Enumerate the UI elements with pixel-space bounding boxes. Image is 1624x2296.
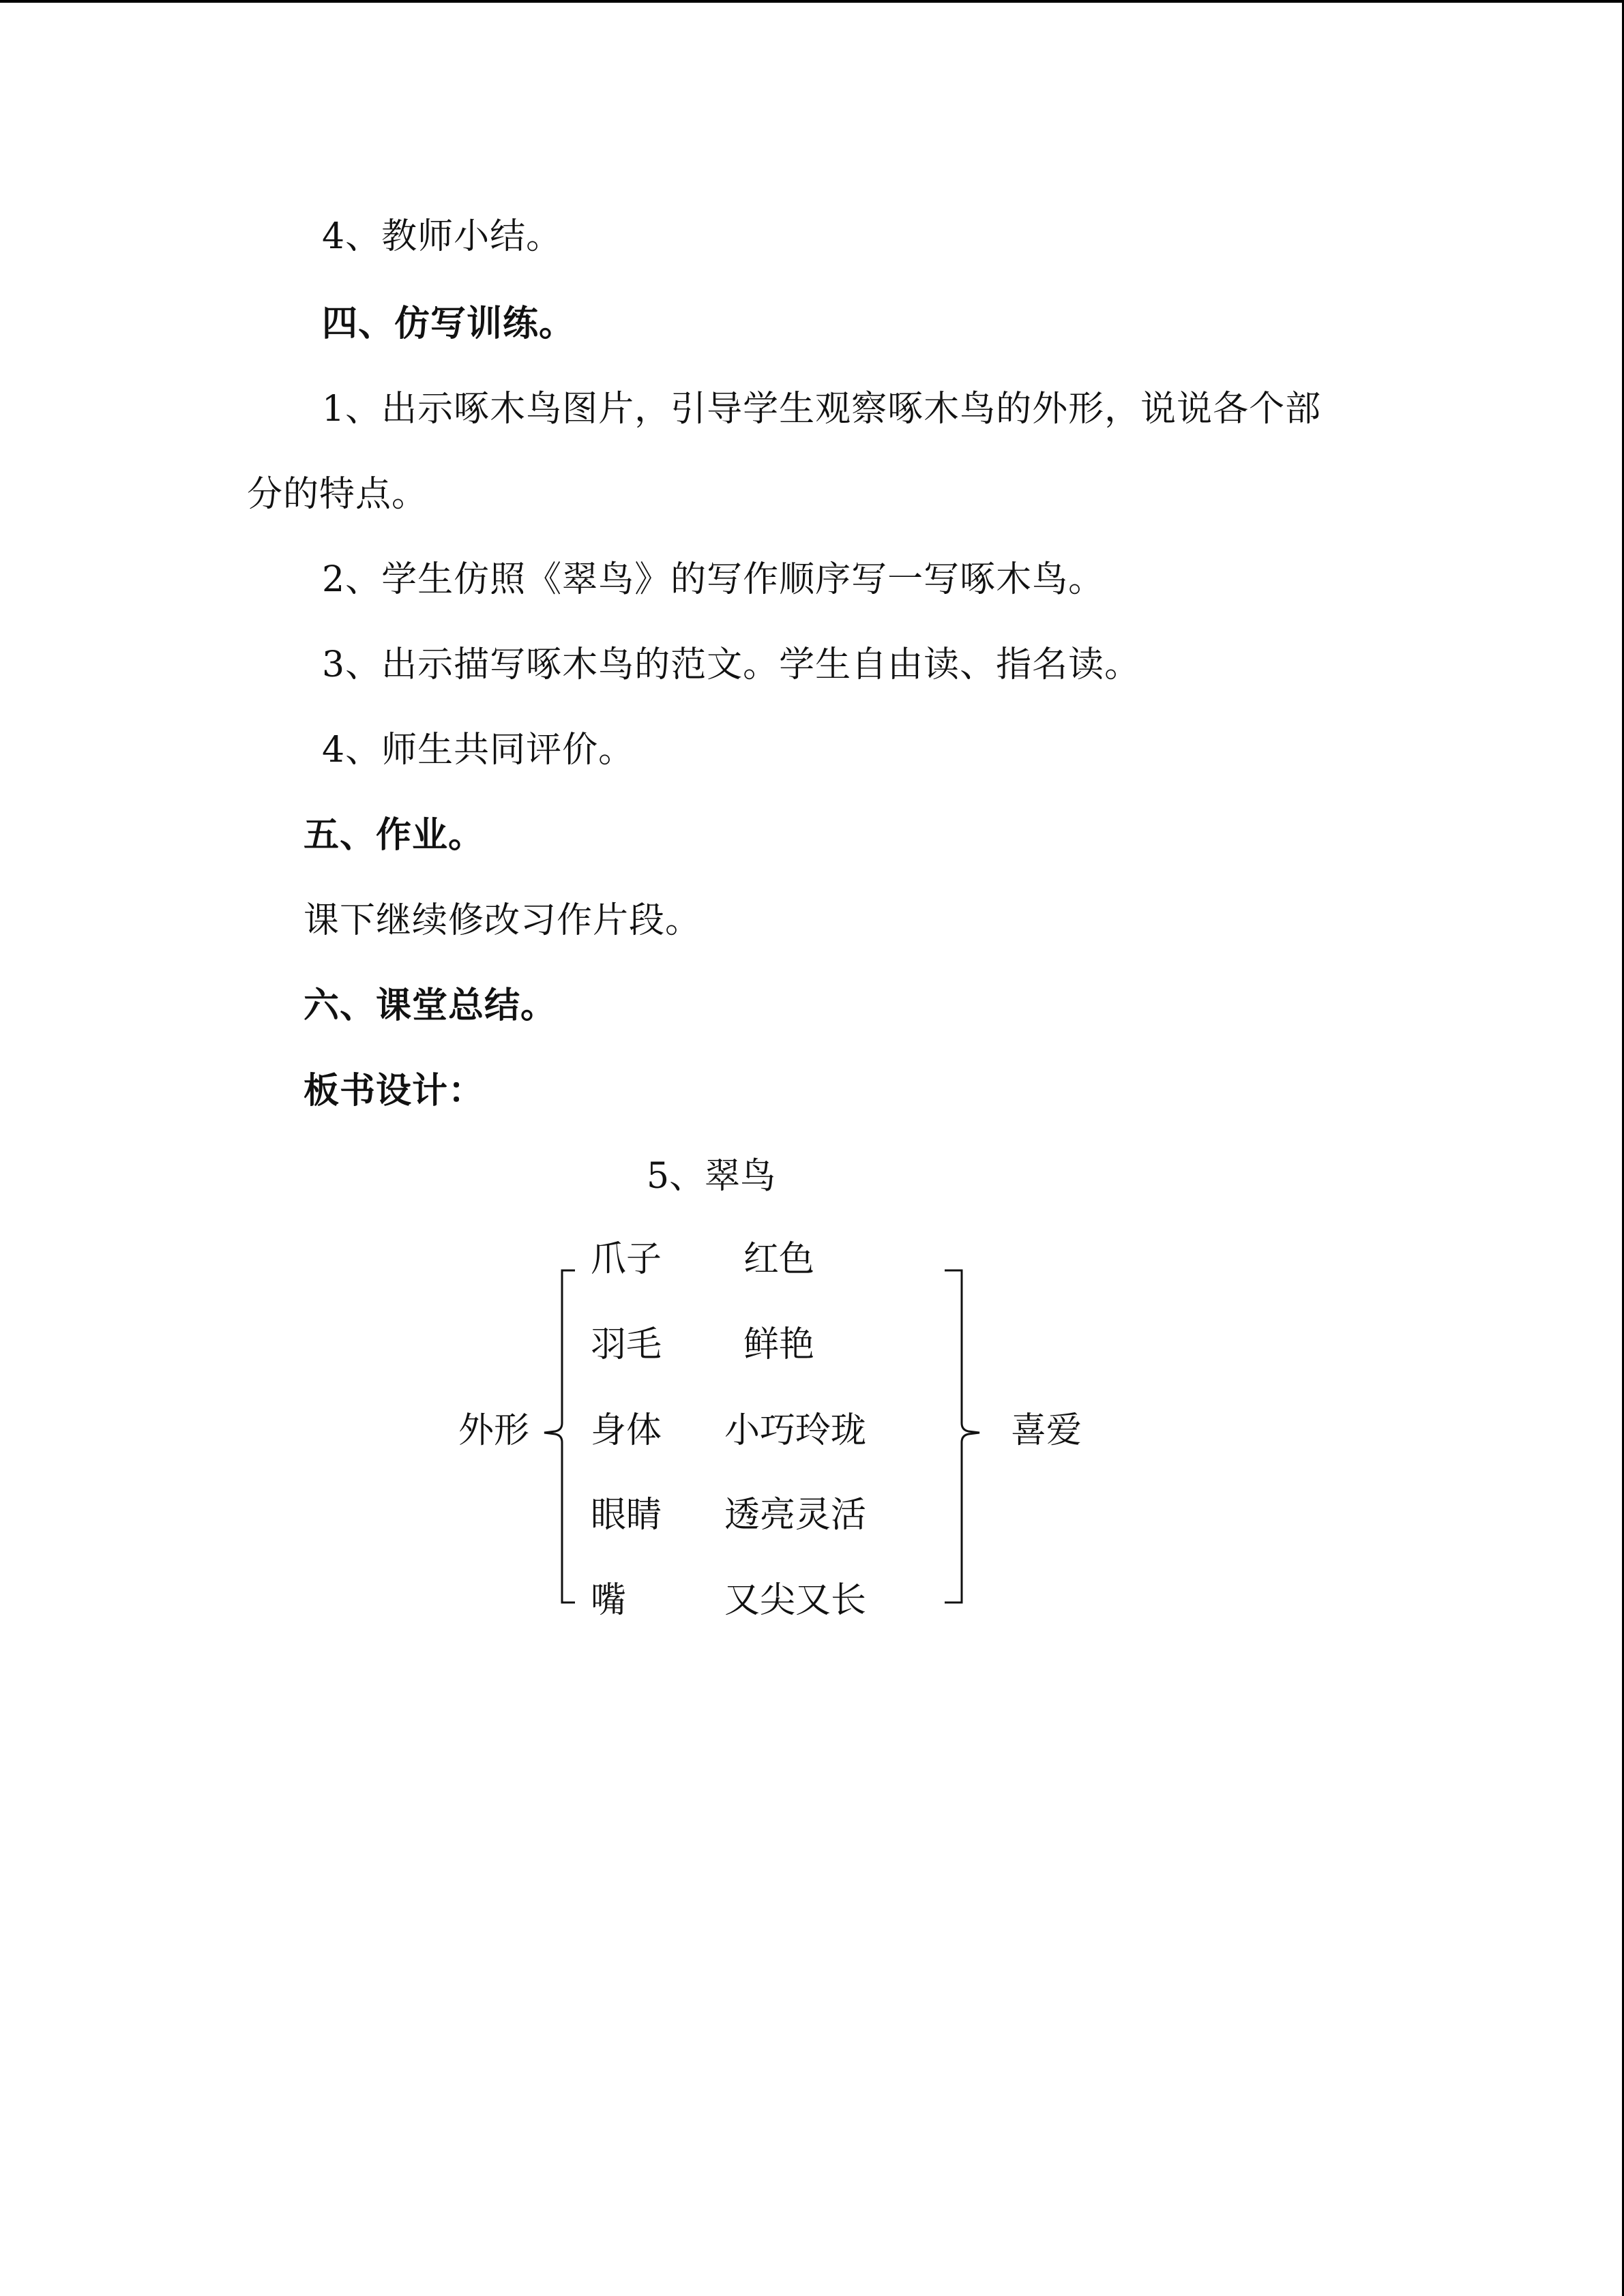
paragraph-teacher-summary: 4、教师小结。	[322, 216, 563, 257]
board-row-part: 羽毛	[591, 1324, 662, 1365]
board-row-feature: 透亮灵活	[724, 1495, 867, 1536]
right-brace	[945, 1270, 979, 1602]
board-row-feature: 鲜艳	[743, 1324, 815, 1365]
board-row-feature: 又尖又长	[724, 1580, 867, 1621]
paragraph-step-3: 3、出示描写啄木鸟的范文。学生自由读、指名读。	[322, 644, 1141, 685]
board-row-feature: 红色	[743, 1239, 815, 1280]
heading-class-summary: 六、课堂总结。	[304, 985, 557, 1026]
heading-homework: 五、作业。	[304, 815, 485, 856]
board-row-part: 爪子	[591, 1239, 662, 1280]
paragraph-homework: 课下继续修改习作片段。	[304, 900, 702, 941]
board-row-part: 嘴	[591, 1580, 627, 1621]
heading-board-design: 板书设计：	[304, 1071, 485, 1112]
left-brace	[544, 1270, 575, 1602]
board-left-label: 外形	[458, 1410, 530, 1451]
board-row-part: 身体	[591, 1410, 662, 1451]
paragraph-step-4: 4、师生共同评价。	[322, 730, 635, 771]
paragraph-step-1-line-1: 1、出示啄木鸟图片，引导学生观察啄木鸟的外形，说说各个部	[322, 389, 1322, 430]
board-row-feature: 小巧玲珑	[724, 1410, 867, 1451]
board-row-part: 眼睛	[591, 1495, 662, 1536]
board-right-label: 喜爱	[1011, 1410, 1082, 1451]
board-title: 5、翠鸟	[647, 1156, 776, 1197]
heading-imitation-writing: 四、仿写训练。	[322, 303, 576, 344]
paragraph-step-2: 2、学生仿照《翠鸟》的写作顺序写一写啄木鸟。	[322, 559, 1105, 600]
paragraph-step-1-line-2: 分的特点。	[247, 474, 428, 515]
